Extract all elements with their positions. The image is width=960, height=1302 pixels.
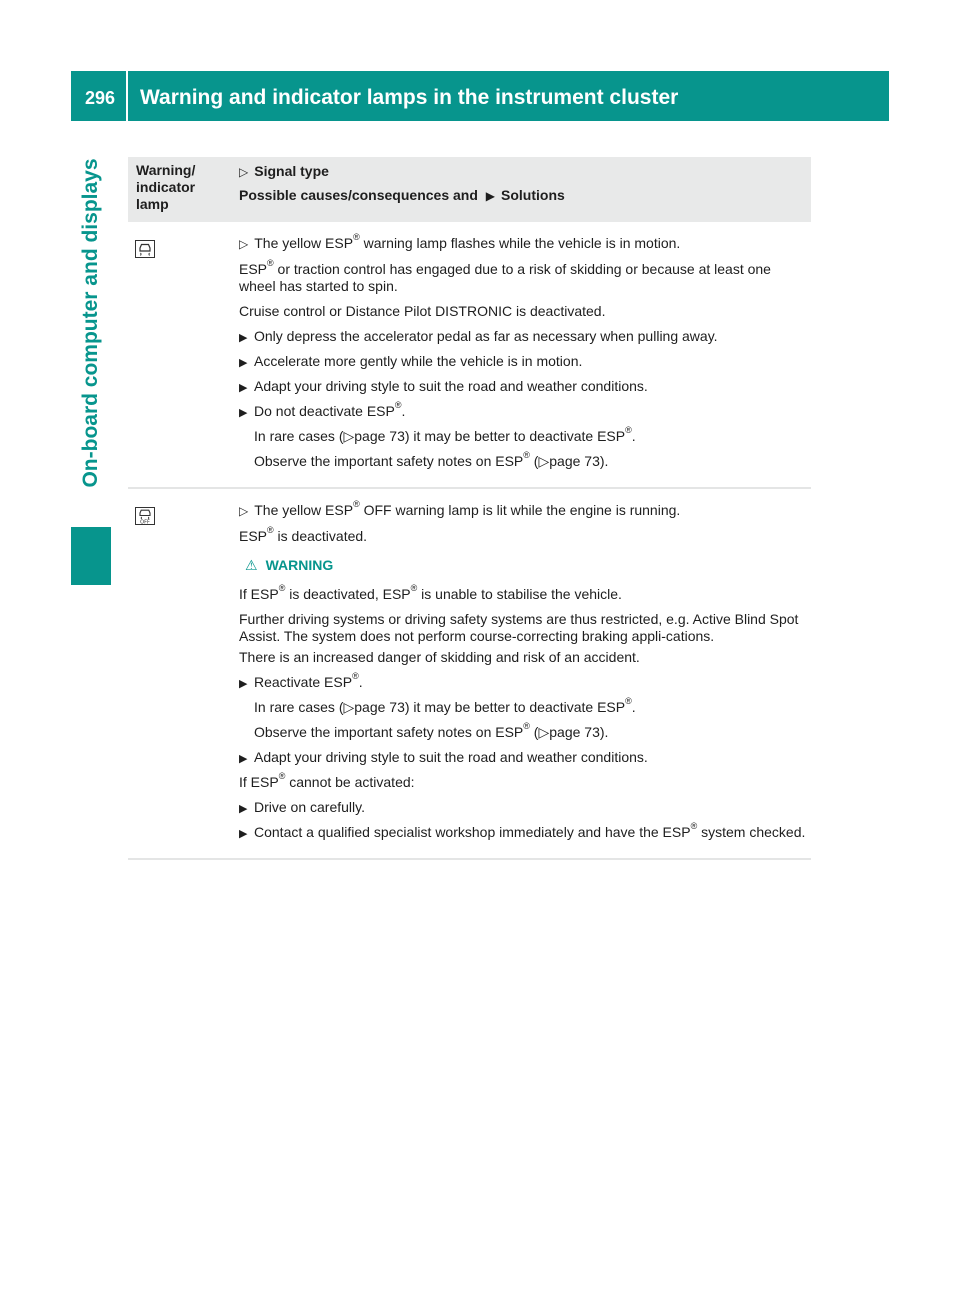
signal-triangle-icon: ▷ [239,237,249,251]
step-note: In rare cases (▷page 73) it may be better to deactivate ESP®. [254,696,636,715]
cause-text: ESP® or traction control has engaged due to a risk of skidding or because at least one wheel has started to spin. [239,258,771,294]
page-ref-triangle-icon: ▷ [538,724,550,740]
esp-off-icon [135,507,155,525]
consequence-text: Cruise control or Distance Pilot DISTRONIC is deactivated. [239,303,606,319]
esp-skid-warning-icon [135,240,155,258]
step-arrow-icon: ▶ [239,382,248,394]
condition-text: If ESP® cannot be activated: [239,771,415,790]
solution-step: ▶ Reactivate ESP®. [239,674,809,691]
warning-lamp-table [128,157,811,860]
step-note: Observe the important safety notes on ESP® (▷page 73). [254,721,609,740]
chapter-label: On-board computer and displays [79,158,102,488]
warning-text: There is an increased danger of skidding and risk of an accident. [239,649,640,665]
page-title: Warning and indicator lamps in the instrument cluster [140,86,679,109]
step-arrow-icon: ▶ [239,407,248,419]
signal-triangle-icon: ▷ [239,165,249,179]
solution-step: ▶ Adapt your driving style to suit the road and weather conditions. [239,378,809,395]
step-arrow-icon: ▶ [239,803,248,815]
step-arrow-icon: ▶ [239,357,248,369]
solution-step: ▶ Adapt your driving style to suit the road and weather conditions. [239,749,809,766]
page-ref-triangle-icon: ▷ [538,453,550,469]
page-ref-triangle-icon: ▷ [343,428,355,444]
warning-triangle-icon: ⚠ [245,557,258,573]
signal-description: ▷ The yellow ESP® OFF warning lamp is lit while the engine is running. [239,499,681,518]
table-row [128,489,811,860]
step-arrow-icon: ▶ [239,828,248,840]
page-header [71,71,889,121]
step-arrow-icon: ▶ [239,753,248,765]
warning-text: Further driving systems or driving safety systems are thus restricted, e.g. Active Blind Spot Assist. The system does not perform course-correcting braking appli-cations. [239,611,799,644]
solution-step: ▶ Drive on carefully. [239,799,809,816]
solution-arrow-icon: ▶ [485,189,496,203]
solution-step: ▶ Do not deactivate ESP®. [239,403,809,420]
signal-triangle-icon: ▷ [239,504,249,518]
page-number: 296 [85,88,116,108]
header-causes-solutions: Possible causes/consequences and ▶ Solutions [239,187,565,203]
svg-text:OFF: OFF [140,519,150,524]
warning-heading: ⚠ WARNING [245,557,334,573]
step-arrow-icon: ▶ [239,332,248,344]
warning-text: If ESP® is deactivated, ESP® is unable to stabilise the vehicle. [239,583,622,602]
solution-step: ▶ Only depress the accelerator pedal as far as necessary when pulling away. [239,328,809,345]
solution-step: ▶ Contact a qualified specialist workshop immediately and have the ESP® system checked. [239,824,809,841]
chapter-side-tab [71,122,111,585]
step-note: In rare cases (▷page 73) it may be better to deactivate ESP®. [254,425,636,444]
header-warning-indicator-lamp: Warning/ indicator lamp [136,162,196,212]
table-row [128,222,811,489]
step-arrow-icon: ▶ [239,678,248,690]
chapter-tab-marker [71,527,111,585]
solution-step: ▶ Accelerate more gently while the vehicle is in motion. [239,353,809,370]
header-divider [126,71,128,121]
cause-text: ESP® is deactivated. [239,525,368,544]
page-ref-triangle-icon: ▷ [343,699,355,715]
step-note: Observe the important safety notes on ESP® (▷page 73). [254,450,609,469]
signal-description: ▷ The yellow ESP® warning lamp flashes while the vehicle is in motion. [239,232,681,251]
header-signal-type: ▷ Signal type [239,163,329,179]
table-header [128,157,811,222]
